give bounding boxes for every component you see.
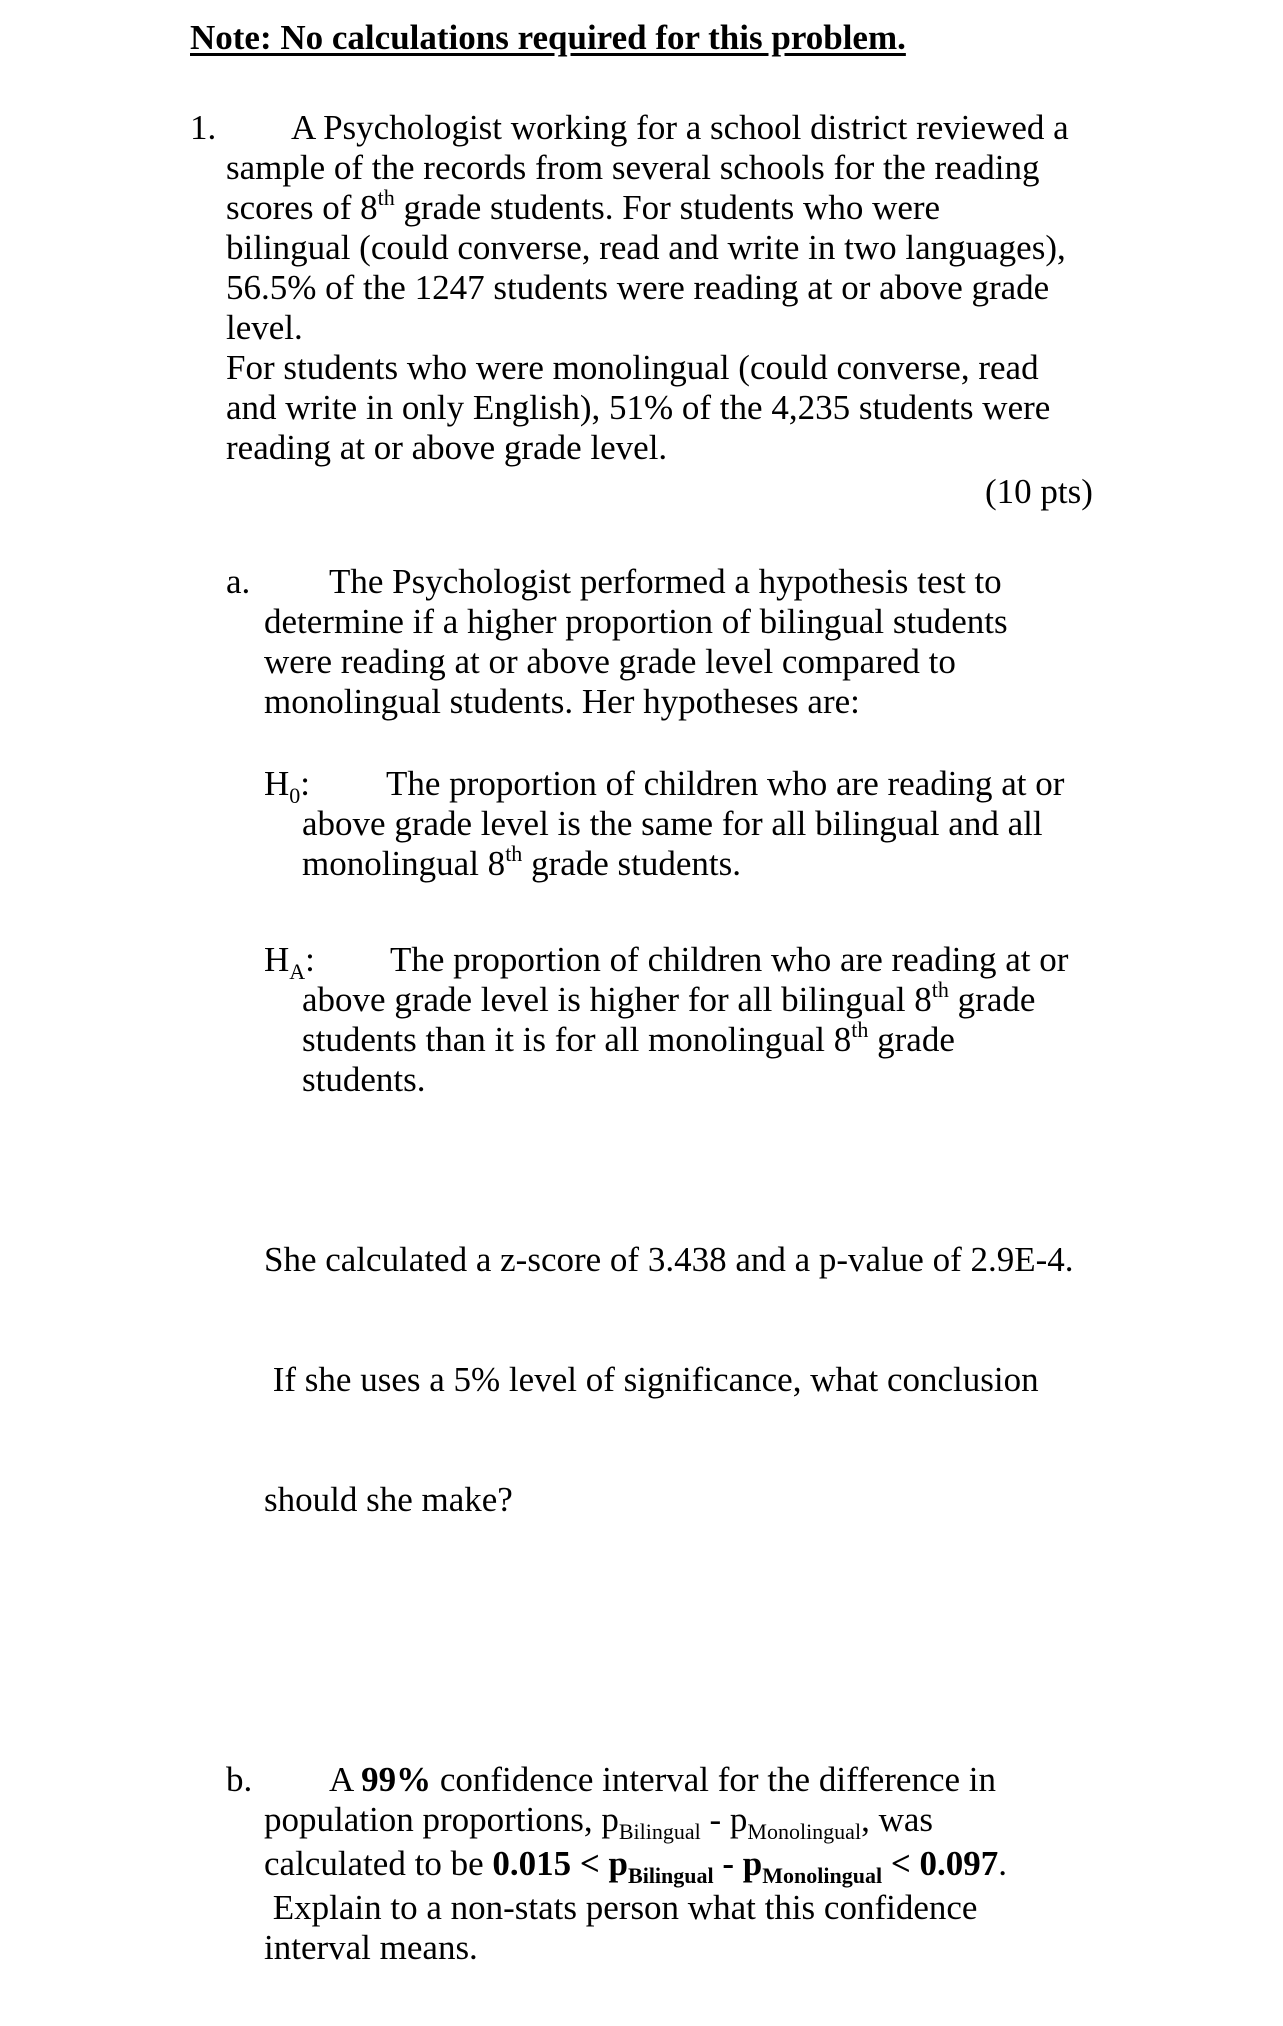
part-a-label: a. — [226, 562, 251, 601]
intro-line: sample of the records from several schools for the reading — [226, 148, 1040, 187]
scores-line: scores of 8th grade students. For students who were — [226, 185, 941, 227]
question-intro — [226, 108, 1069, 468]
ha-label: $H_A$: — [264, 940, 315, 984]
h0-label: $H_0$: — [264, 764, 311, 808]
note-heading: Note: No calculations required for this problem. — [190, 18, 906, 57]
bilingual-line: bilingual (could converse, read and write in two languages), — [226, 228, 1066, 267]
points-label: (10 pts) — [985, 472, 1093, 511]
monolingual-line: reading at or above grade level. — [226, 428, 668, 467]
question-number: 1. — [190, 108, 217, 147]
ha-text: The proportion of children who are reading at or above grade level is higher for all bilingual 8th grade students than it is for all monolingual 8th grade students. — [302, 940, 1069, 1099]
part-a-text: The Psychologist performed a hypothesis test to determine if a higher proportion of bilingual students were reading at or above grade level compared to monolingual students. Her hypotheses are: — [264, 562, 1008, 721]
h0-text: The proportion of children who are reading at or above grade level is the same for all bilingual and all monolingual 8th grade students. — [302, 764, 1065, 883]
bilingual-line: level. — [226, 308, 303, 347]
intro-line: A Psychologist working for a school district reviewed a — [291, 108, 1069, 147]
part-a-question: She calculated a z-score of 3.438 and a p-value of 2.9E-4. If she uses a 5% level of significance, what conclusion should she make? — [264, 1240, 1074, 1519]
bilingual-line: 56.5% of the 1247 students were reading at or above grade — [226, 268, 1050, 307]
monolingual-line: For students who were monolingual (could converse, read — [226, 348, 1039, 387]
part-b-text: A 99% confidence interval for the difference in population proportions, $p_{Bilingual} - p_{Monolingual}$, was calculated to be $0.015 < p_{Bilingual} - p_{Monolingual} < 0.097$. Explain to a non-stats person what this confidence interval means. — [264, 1760, 1008, 1967]
part-b-label: b. — [226, 1760, 253, 1799]
monolingual-line: and write in only English), 51% of the 4,235 students were — [226, 388, 1051, 427]
